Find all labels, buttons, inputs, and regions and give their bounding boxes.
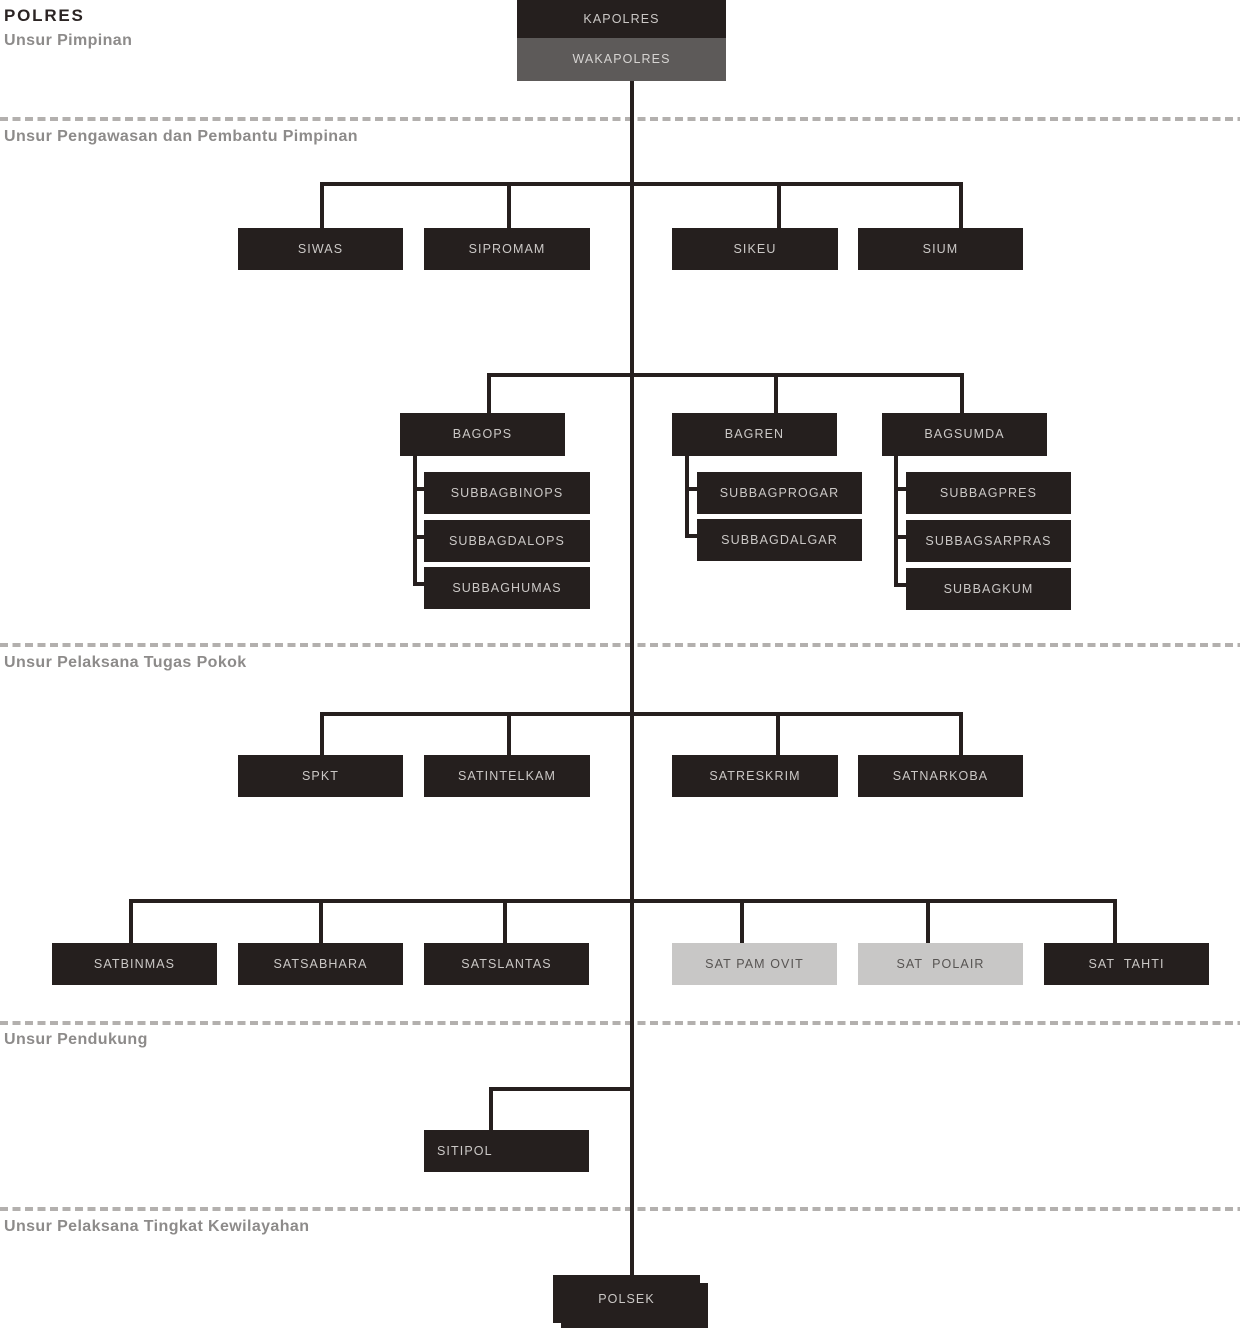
node-satnarkoba: SATNARKOBA: [858, 755, 1023, 797]
node-subbagpres: SUBBAGPRES: [906, 472, 1071, 514]
node-polsek: POLSEK: [553, 1275, 700, 1323]
section-label-pimpinan: Unsur Pimpinan: [4, 32, 133, 49]
node-subbagbinops: SUBBAGBINOPS: [424, 472, 590, 514]
node-sikeu: SIKEU: [672, 228, 838, 270]
node-satsabhara: SATSABHARA: [238, 943, 403, 985]
section-label-kewilayahan: Unsur Pelaksana Tingkat Kewilayahan: [4, 1218, 310, 1235]
node-sitipol: SITIPOL: [424, 1130, 589, 1172]
bagren-sub-connector: [685, 456, 697, 536]
section-label-pendukung: Unsur Pendukung: [4, 1031, 148, 1048]
node-satslantas: SATSLANTAS: [424, 943, 589, 985]
node-kapolres: KAPOLRES: [517, 0, 726, 38]
node-subbagprogar: SUBBAGPROGAR: [697, 472, 862, 514]
node-subbaghumas: SUBBAGHUMAS: [424, 567, 590, 609]
node-spkt: SPKT: [238, 755, 403, 797]
node-subbagdalgar: SUBBAGDALGAR: [697, 519, 862, 561]
row3-connector: [322, 714, 961, 755]
row2-connector: [489, 375, 962, 413]
node-bagren: BAGREN: [672, 413, 837, 456]
node-sium: SIUM: [858, 228, 1023, 270]
row4-connector: [131, 901, 1115, 943]
node-bagops: BAGOPS: [400, 413, 565, 456]
node-bagsumda: BAGSUMDA: [882, 413, 1047, 456]
page-title: POLRES: [4, 6, 85, 25]
bagops-sub-connector: [413, 456, 424, 584]
node-sattahti: SAT TAHTI: [1044, 943, 1209, 985]
bagsumda-sub-connector: [894, 456, 906, 585]
node-satreskrim: SATRESKRIM: [672, 755, 838, 797]
section-label-pelaksana-pokok: Unsur Pelaksana Tugas Pokok: [4, 654, 247, 671]
row1-connector: [322, 184, 961, 229]
sitipol-connector: [491, 1089, 632, 1130]
node-subbagkum: SUBBAGKUM: [906, 568, 1071, 610]
node-wakapolres: WAKAPOLRES: [517, 38, 726, 81]
node-satpamovit: SAT PAM OVIT: [672, 943, 837, 985]
node-subbagsarpras: SUBBAGSARPRAS: [906, 520, 1071, 562]
node-satpolair: SAT POLAIR: [858, 943, 1023, 985]
node-subbagdalops: SUBBAGDALOPS: [424, 520, 590, 562]
node-siwas: SIWAS: [238, 228, 403, 270]
node-sipromam: SIPROMAM: [424, 228, 590, 270]
section-label-pengawasan: Unsur Pengawasan dan Pembantu Pimpinan: [4, 128, 358, 145]
node-satbinmas: SATBINMAS: [52, 943, 217, 985]
node-satintelkam: SATINTELKAM: [424, 755, 590, 797]
